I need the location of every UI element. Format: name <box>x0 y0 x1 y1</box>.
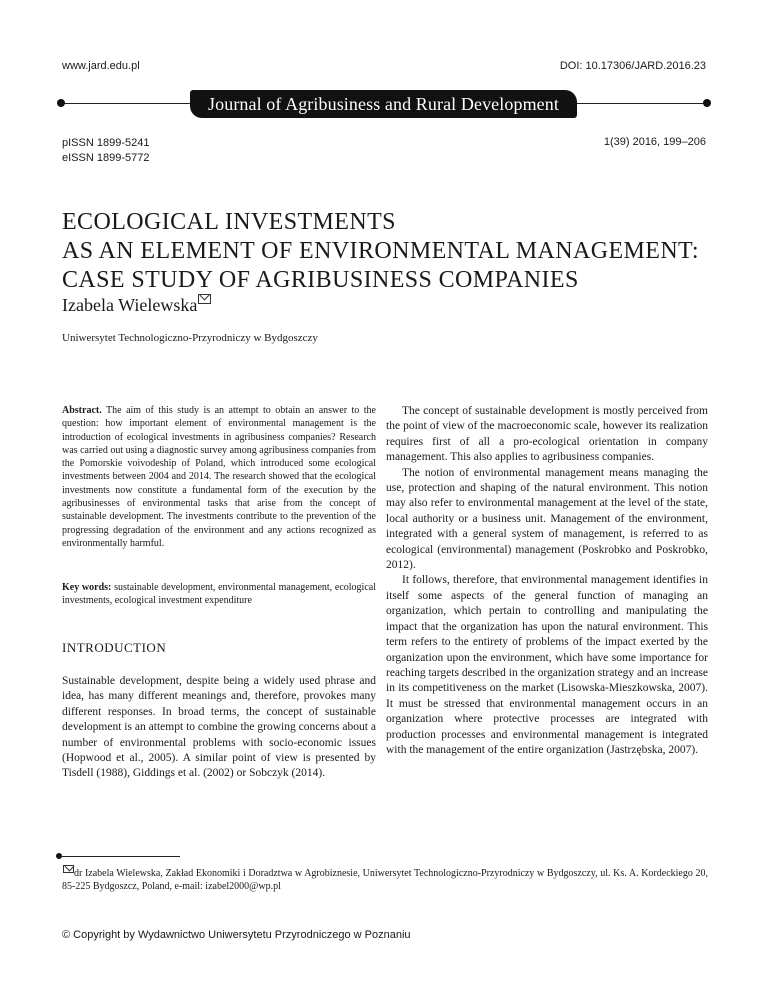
rule-dot-right <box>703 99 711 107</box>
abstract-label: Abstract. <box>62 405 102 416</box>
copyright: © Copyright by Wydawnictwo Uniwersytetu Przyrodniczego w Poznaniu <box>62 929 411 941</box>
intro-paragraph <box>62 674 376 782</box>
footnote-rule <box>60 856 180 857</box>
abstract-text: The aim of this study is an attempt to obtain an answer to the question: how important element of environmental management is the introduction of ecological investments in agribusiness companies? Research was carried out using a diagnostic survey among agribusiness companies from the Pomorskie voivodeship of Poland, which introduced some ecological investments between 2004 and 2014. The research showed that the ecological investments now constitute a fundamental form of the execution by the agribusinesses of environmental tasks that arise from the concept of sustainable development. The investments contribute to the prevention of the progressing degradation of the environment and any actions recognized as environmentally harmful. <box>62 405 376 549</box>
envelope-icon <box>198 294 211 304</box>
title-line: CASE STUDY OF AGRIBUSINESS COMPANIES <box>62 267 579 293</box>
author-line <box>62 295 211 316</box>
rule-dot-left <box>57 99 65 107</box>
doi: DOI: 10.17306/JARD.2016.23 <box>559 60 706 72</box>
affiliation: Uniwersytet Technologiczno-Przyrodniczy w Bydgoszczy <box>62 332 318 344</box>
issue-info: 1(39) 2016, 199–206 <box>603 136 706 148</box>
paragraph: The concept of sustainable development is mostly perceived from the point of view of the macroeconomic scale, however its realization requires first of all a pro-ecological orientation in company management. This also applies to agribusiness companies. <box>386 405 708 464</box>
paragraph: The notion of environmental management means managing the use, protection and shaping of the natural environment. This notion may also refer to environmental management at the level of the state, local authority or a business unit. Management of the environment, integrated with a general system of management, is referred to as ecological (environmental) management (Poskrobko and Poskrobko, 2012). <box>386 466 708 572</box>
title-line: AS AN ELEMENT OF ENVIRONMENTAL MANAGEMENT: <box>62 238 699 264</box>
journal-url[interactable]: www.jard.edu.pl <box>62 60 140 72</box>
abstract <box>62 404 376 550</box>
right-column <box>386 404 708 758</box>
keywords-label: Key words: <box>62 582 112 593</box>
journal-banner: Journal of Agribusiness and Rural Development <box>190 90 577 118</box>
footnote-text: dr Izabela Wielewska, Zakład Ekonomiki i Doradztwa w Agrobiznesie, Uniwersytet Technologiczno-Przyrodniczy w Bydgoszczy, ul. Ks. A. Kordeckiego 20, 85-225 Bydgoszcz, Poland, e-mail: izabel2000@wp.pl <box>62 868 708 892</box>
paragraph: It follows, therefore, that environmental management identifies in itself some aspects of the general function of managing an organization, which pertain to controlling and manipulating the impact that the organization has upon the natural environment. This term refers to the entirety of problems of the impact exerted by the organization upon the environment, which have some importance for reaching targets described in the organization strategy and an increase in its competitiveness on the market (Lisowska-Mieszkowska, 2007). It must be stressed that environmental management occurs in an organization where protective processes are integrated with production processes and environmental management is integrated with the management of the entire organization (Jastrzębska, 2007). <box>386 574 708 756</box>
author-name: Izabela Wielewska <box>62 295 198 315</box>
paragraph: Sustainable development, despite being a widely used phrase and idea, has many different meanings and, therefore, provokes many different responses. In broad terms, the concept of sustainable development is an attempt to combine the growing concerns about a number of environmental problems with socio-economic issues (Hopwood et al., 2005). A similar point of view is presented by Tisdell (1988), Giddings et al. (2002) or Sobczyk (2014). <box>62 675 376 780</box>
eissn: eISSN 1899-5772 <box>62 152 150 164</box>
footnote <box>62 867 708 893</box>
section-heading: INTRODUCTION <box>62 640 167 655</box>
keywords-text: sustainable development, environmental management, ecological investments, ecological investment expenditure <box>62 582 376 607</box>
envelope-icon <box>63 865 74 873</box>
pissn: pISSN 1899-5241 <box>62 137 150 149</box>
title-line: ECOLOGICAL INVESTMENTS <box>62 209 396 235</box>
keywords <box>62 581 376 608</box>
article-title <box>62 208 722 295</box>
issn-block <box>62 136 149 166</box>
